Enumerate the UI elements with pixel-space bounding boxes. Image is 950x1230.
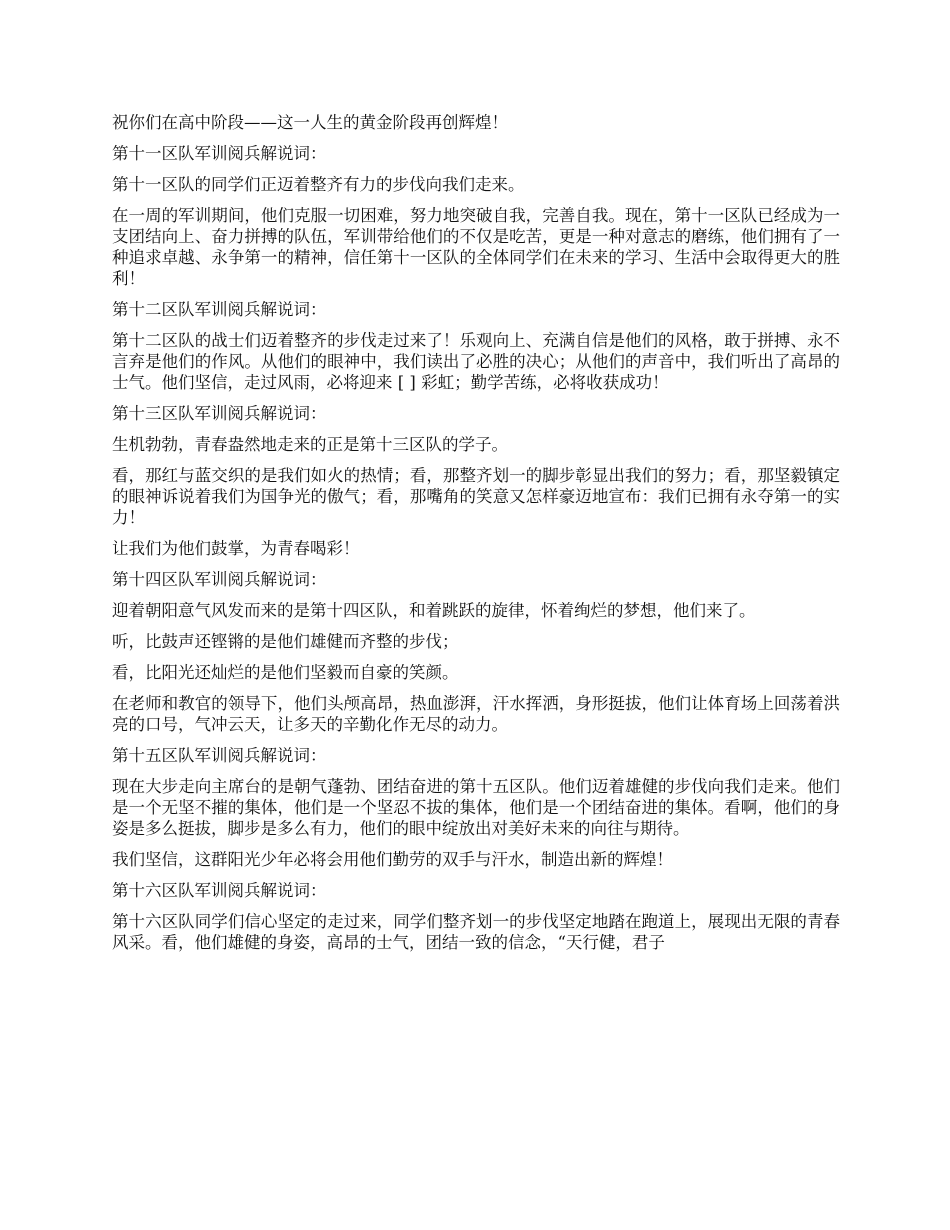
paragraph: 让我们为他们鼓掌，为青春喝彩！	[112, 539, 360, 558]
paragraph: 看，比阳光还灿烂的是他们坚毅而自豪的笑颜。	[112, 663, 459, 682]
paragraph: 现在大步走向主席台的是朝气蓬勃、团结奋进的第十五区队。他们迈着雄健的步伐向我们走来。他们是一个无坚不摧的集体，他们是一个坚忍不拔的集体，他们是一个团结奋进的集体。看啊，他们的身姿是多么挺拔，脚步是多么有力，他们的眼中绽放出对美好未来的向往与期待。	[112, 777, 840, 838]
section-heading-16: 第十六区队军训阅兵解说词：	[112, 881, 327, 900]
section-heading-13: 第十三区队军训阅兵解说词：	[112, 404, 327, 423]
paragraph: 我们坚信，这群阳光少年必将会用他们勤劳的双手与汗水，制造出新的辉煌！	[112, 850, 673, 869]
paragraph: 在老师和教官的领导下，他们头颅高昂，热血澎湃，汗水挥洒，身形挺拔，他们让体育场上回荡着洪亮的口号，气冲云天，让多天的辛勤化作无尽的动力。	[112, 694, 840, 734]
paragraph: 看，那红与蓝交织的是我们如火的热情；看，那整齐划一的脚步彰显出我们的努力；看，那坚毅镇定的眼神诉说着我们为国争光的傲气；看，那嘴角的笑意又怎样豪迈地宣布：我们已拥有永夺第一的实力！	[112, 466, 840, 527]
closing-paragraph: 祝你们在高中阶段——这一人生的黄金阶段再创辉煌！	[112, 113, 508, 132]
paragraph: 在一周的军训期间，他们克服一切困难，努力地突破自我，完善自我。现在，第十一区队已经成为一支团结向上、奋力拼搏的队伍，军训带给他们的不仅是吃苦，更是一种对意志的磨练，他们拥有了一种追求卓越、永争第一的精神，信任第十一区队的全体同学们在未来的学习、生活中会取得更大的胜利！	[112, 206, 840, 288]
paragraph: 第十六区队同学们信心坚定的走过来，同学们整齐划一的步伐坚定地踏在跑道上，展现出无限的青春风采。看，他们雄健的身姿，高昂的士气，团结一致的信念，“天行健，君子	[112, 912, 840, 952]
document-page	[112, 112, 840, 963]
section-heading-11: 第十一区队军训阅兵解说词：	[112, 144, 327, 163]
paragraph: 第十一区队的同学们正迈着整齐有力的步伐向我们走来。	[112, 175, 525, 194]
paragraph: 听，比鼓声还铿锵的是他们雄健而齐整的步伐；	[112, 632, 459, 651]
paragraph: 生机勃勃，青春盎然地走来的正是第十三区队的学子。	[112, 435, 508, 454]
section-heading-15: 第十五区队军训阅兵解说词：	[112, 746, 327, 765]
paragraph: 第十二区队的战士们迈着整齐的步伐走过来了！乐观向上、充满自信是他们的风格，敢于拼搏、永不言弃是他们的作风。从他们的眼神中，我们读出了必胜的决心；从他们的声音中，我们听出了高昂的士气。他们坚信，走过风雨，必将迎来 [ ] 彩虹；勤学苦练，必将收获成功！	[112, 331, 840, 392]
section-heading-14: 第十四区队军训阅兵解说词：	[112, 570, 327, 589]
paragraph: 迎着朝阳意气风发而来的是第十四区队，和着跳跃的旋律，怀着绚烂的梦想，他们来了。	[112, 601, 756, 620]
section-heading-12: 第十二区队军训阅兵解说词：	[112, 300, 327, 319]
